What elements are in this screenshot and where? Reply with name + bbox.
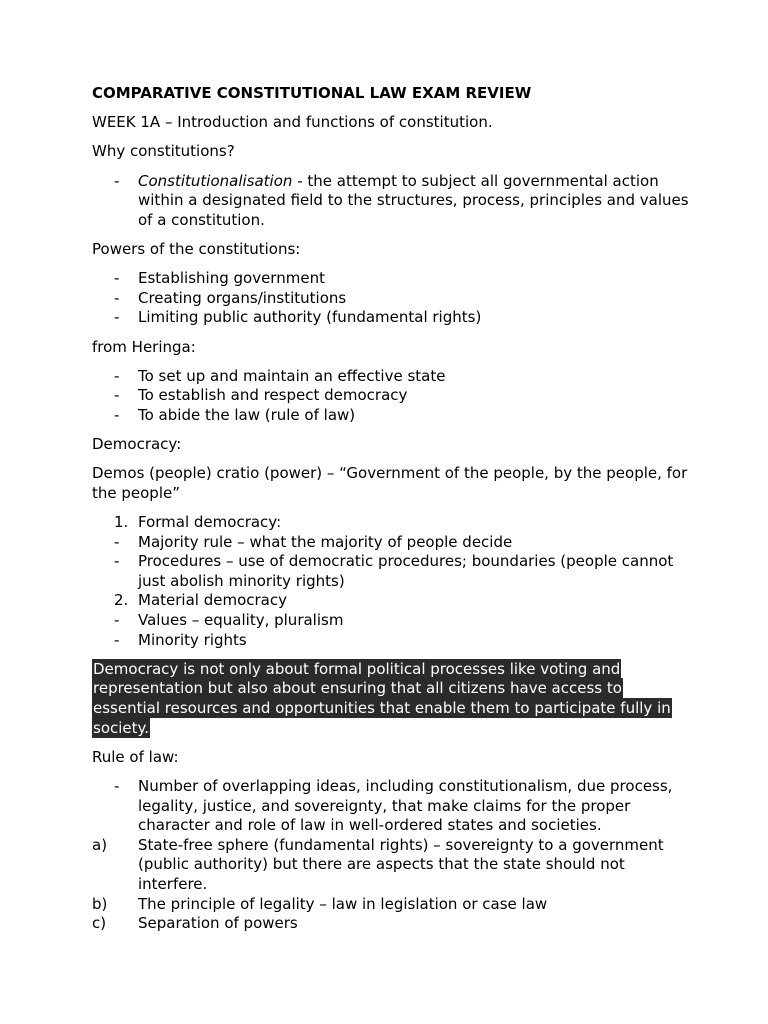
list-item-text: To abide the law (rule of law) (138, 405, 356, 424)
list-marker: - (114, 552, 120, 571)
list-marker: - (114, 366, 120, 385)
list-marker: 1. (114, 513, 129, 532)
list-item (92, 777, 692, 836)
list-item (92, 611, 692, 631)
list-item-text: To establish and respect democracy (138, 386, 408, 405)
week-heading: WEEK 1A – Introduction and functions of constitution. (92, 113, 493, 132)
powers-heading: Powers of the constitutions: (92, 239, 301, 258)
powers-list (92, 269, 692, 328)
list-marker: - (114, 630, 120, 649)
list-item (92, 552, 692, 591)
rule-of-law-list (92, 777, 692, 934)
why-heading: Why constitutions? (92, 142, 235, 161)
list-marker: b) (92, 894, 108, 913)
term: Constitutionalisation (138, 171, 293, 190)
list-marker: - (114, 532, 120, 551)
list-marker: - (114, 776, 120, 795)
list-item (92, 172, 692, 231)
list-item-text: Majority rule – what the majority of people decide (138, 532, 513, 551)
list-item (92, 591, 692, 611)
list-marker: - (114, 386, 120, 405)
list-marker: 2. (114, 591, 129, 610)
list-item-text: State-free sphere (fundamental rights) – sovereignty to a government (public authority) but there are aspects that the state should not interfere. (138, 835, 664, 893)
list-item (92, 631, 692, 651)
list-item (92, 513, 692, 533)
definition: - the attempt to subject all governmental action within a designated field to the structures, process, principles and values of a constitution. (138, 171, 689, 229)
list-item-text: Formal democracy: (138, 513, 282, 532)
list-item (92, 308, 692, 328)
list-item-text: Material democracy (138, 591, 287, 610)
list-marker: - (114, 171, 120, 190)
list-item (92, 836, 692, 895)
list-marker: - (114, 269, 120, 288)
list-marker: - (114, 288, 120, 307)
list-marker: a) (92, 835, 108, 854)
list-item-text: To set up and maintain an effective state (138, 366, 446, 385)
democracy-intro: Demos (people) cratio (power) – “Government of the people, by the people, for the people” (92, 464, 688, 502)
highlighted-text: Democracy is not only about formal political processes like voting and representation but also about ensuring that all citizens have access to essential resources and opportunities that enable them to participate fully in society. (93, 659, 671, 737)
list-item (92, 406, 692, 426)
list-item-text: Values – equality, pluralism (138, 611, 344, 629)
democracy-list (92, 513, 692, 650)
list-item (92, 533, 692, 553)
list-item-text: Establishing government (138, 269, 325, 288)
list-item (92, 289, 692, 309)
list-item (92, 386, 692, 406)
list-item-text: Limiting public authority (fundamental rights) (138, 308, 482, 327)
heringa-heading: from Heringa: (92, 337, 196, 356)
highlighted-paragraph (92, 660, 692, 738)
list-item-text: Separation of powers (138, 914, 298, 933)
list-item-text: Procedures – use of democratic procedures; boundaries (people cannot just abolish minority rights) (138, 552, 674, 590)
list-marker: - (114, 611, 120, 629)
document-title: COMPARATIVE CONSTITUTIONAL LAW EXAM REVIEW (92, 84, 532, 102)
rule-of-law-heading: Rule of law: (92, 747, 179, 766)
list-item-text: Creating organs/institutions (138, 288, 347, 307)
list-item (92, 269, 692, 289)
heringa-list (92, 367, 692, 426)
why-list (92, 172, 692, 231)
list-item-text: The principle of legality – law in legislation or case law (138, 894, 548, 913)
list-item-text: Number of overlapping ideas, including constitutionalism, due process, legality, justice, and sovereignty, that make claims for the proper character and role of law in well-ordered states and societies. (138, 776, 673, 835)
list-item-text: Minority rights (138, 630, 247, 649)
list-item (92, 914, 692, 934)
list-marker: c) (92, 914, 107, 933)
democracy-heading: Democracy: (92, 435, 182, 454)
document-body (92, 84, 692, 943)
list-item (92, 367, 692, 387)
list-item (92, 895, 692, 915)
list-marker: - (114, 308, 120, 327)
list-marker: - (114, 405, 120, 424)
